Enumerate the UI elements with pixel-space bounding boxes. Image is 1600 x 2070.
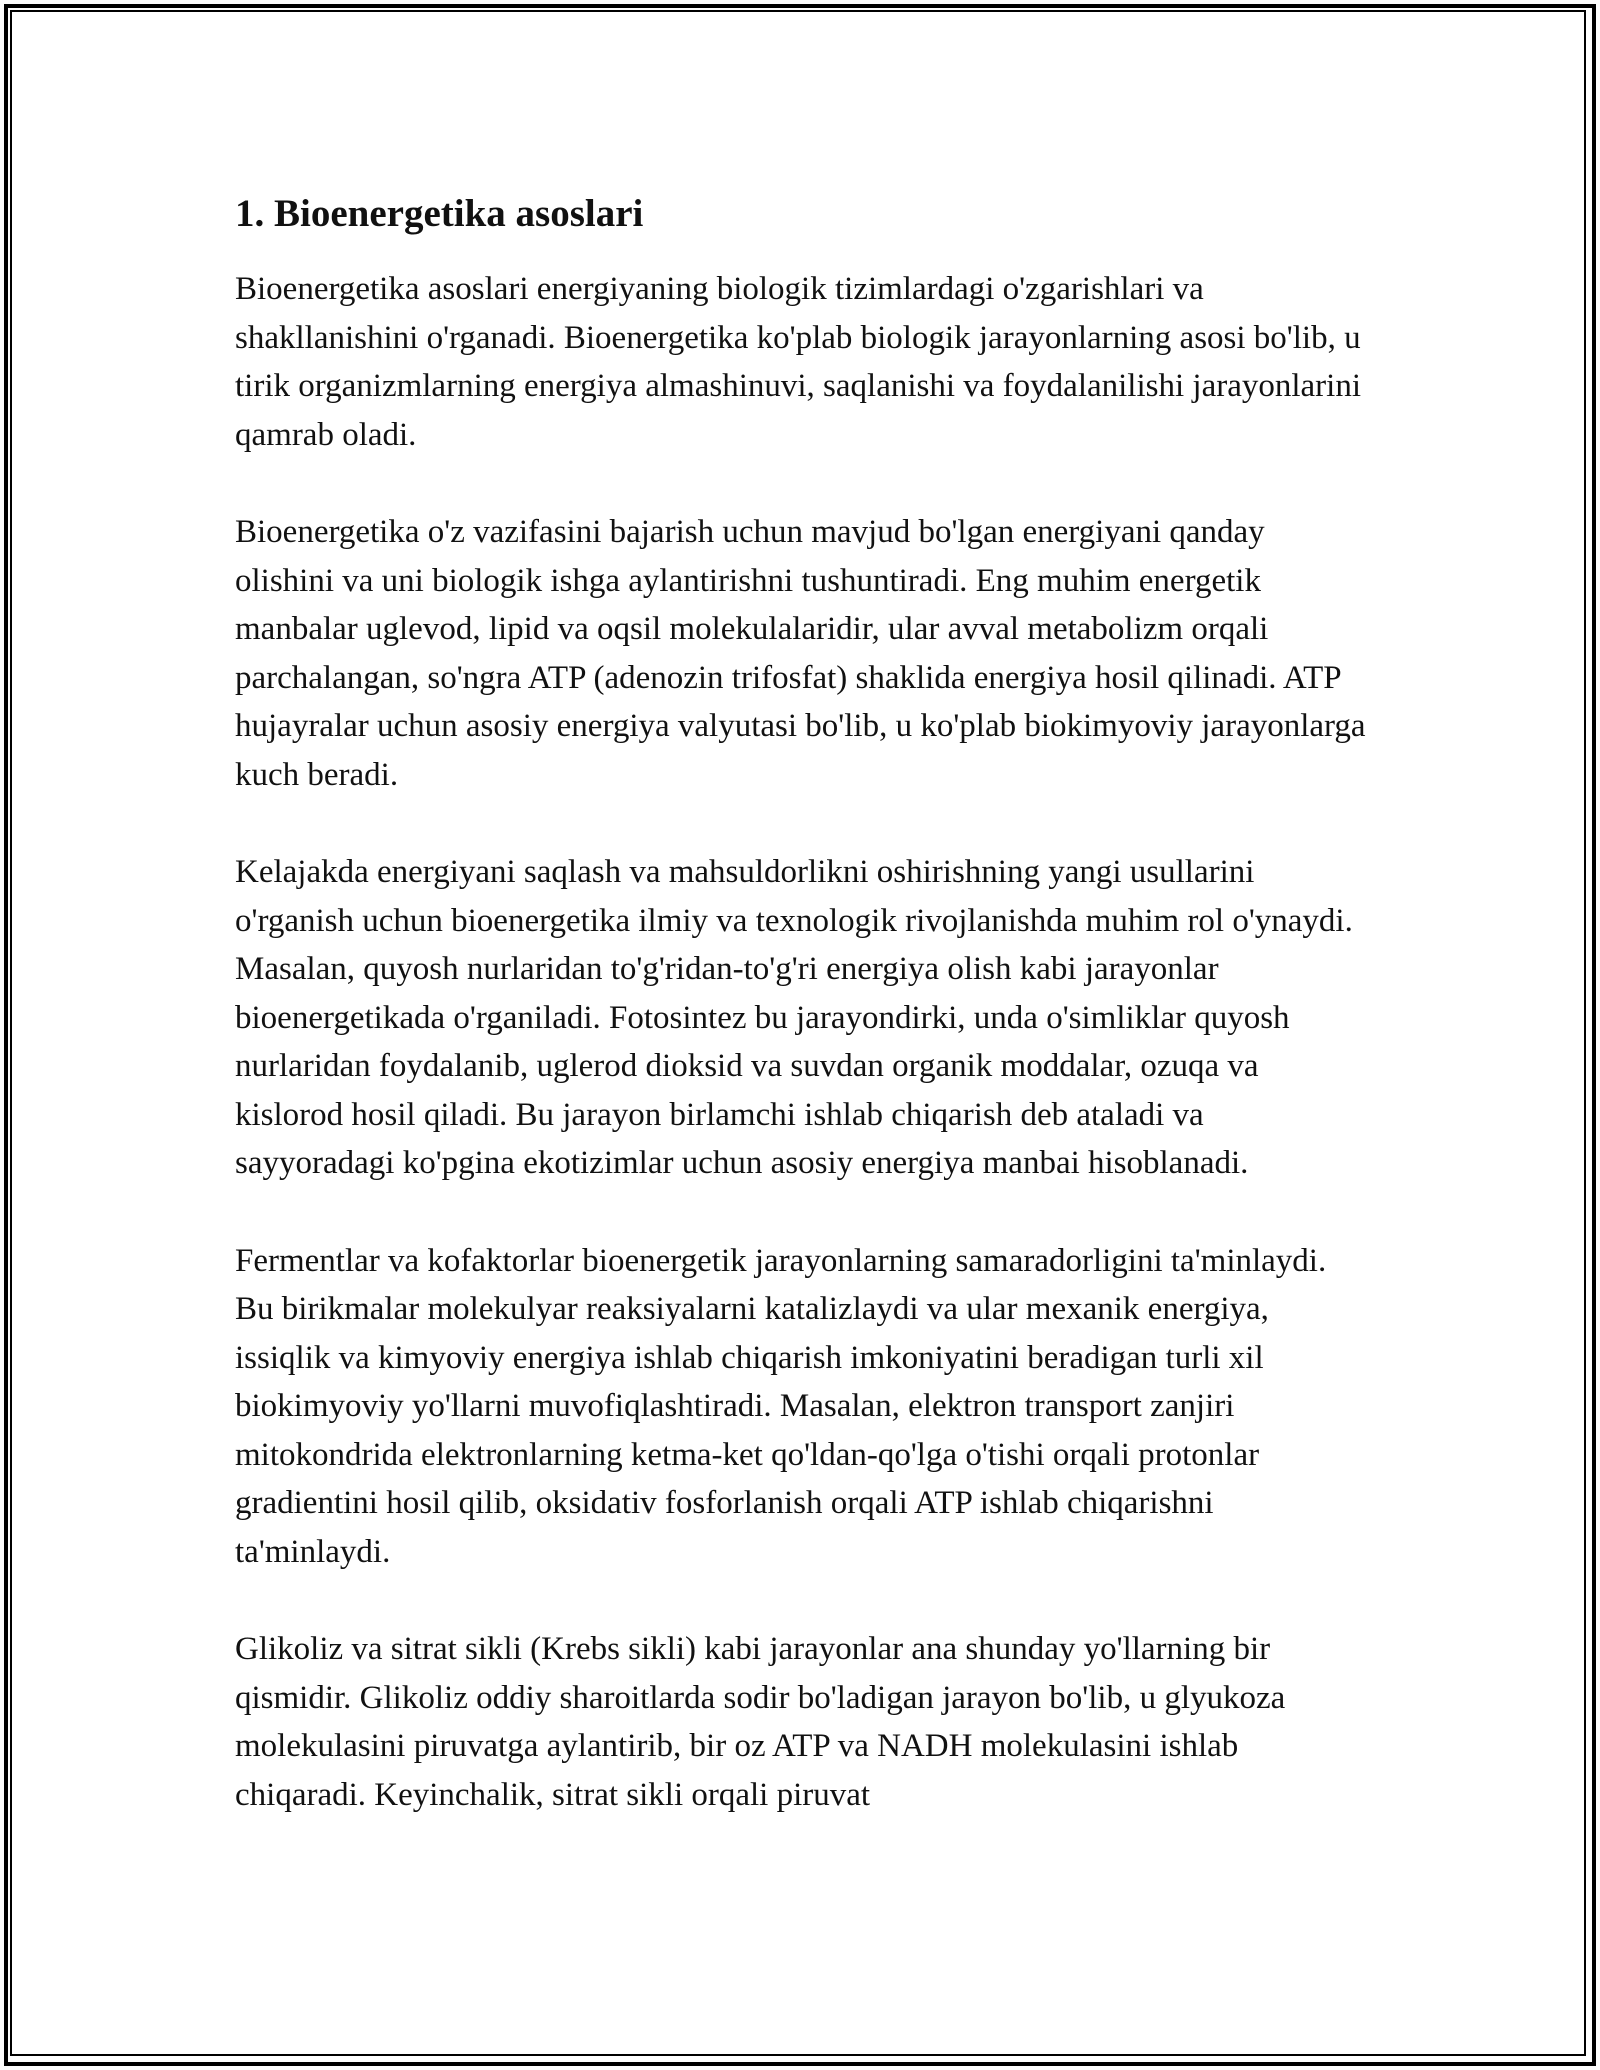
section-heading: 1. Bioenergetika asoslari <box>235 192 644 235</box>
document-body <box>235 185 1370 1868</box>
paragraph-4: Fermentlar va kofaktorlar bioenergetik jarayonlarning samaradorligini ta'minlaydi. Bu birikmalar molekulyar reaksiyalarni katalizlaydi va ular mexanik energiya, issiqlik va kimyoviy energiya ishlab chiqarish imkoniyatini beradigan turli xil biokimyoviy yo'llarni muvofiqlashtiradi. Masalan, elektron transport zanjiri mitokondrida elektronlarning ketma-ket qo'ldan-qo'lga o'tishi orqali protonlar gradientini hosil qilib, oksidativ fosforlanish orqali ATP ishlab chiqarishni ta'minlaydi. <box>235 1242 1327 1570</box>
paragraph-3: Kelajakda energiyani saqlash va mahsuldorlikni oshirishning yangi usullarini o'rganish uchun bioenergetika ilmiy va texnologik rivojlanishda muhim rol o'ynaydi. Masalan, quyosh nurlaridan to'g'ridan-to'g'ri energiya olish kabi jarayonlar bioenergetikada o'rganiladi. Fotosintez bu jarayondirki, unda o'simliklar quyosh nurlaridan foydalanib, uglerod dioksid va suvdan organik moddalar, ozuqa va kislorod hosil qiladi. Bu jarayon birlamchi ishlab chiqarish deb ataladi va sayyoradagi ko'pgina ekotizimlar uchun asosiy energiya manbai hisoblanadi. <box>235 854 1353 1181</box>
paragraph-5: Glikoliz va sitrat sikli (Krebs sikli) kabi jarayonlar ana shunday yo'llarning bir qismidir. Glikoliz oddiy sharoitlarda sodir bo'ladigan jarayon bo'lib, u glyukoza molekulasini piruvatga aylantirib, bir oz ATP va NADH molekulasini ishlab chiqaradi. Keyinchalik, sitrat sikli orqali piruvat <box>235 1631 1286 1813</box>
paragraph-2: Bioenergetika o'z vazifasini bajarish uchun mavjud bo'lgan energiyani qanday olishini va uni biologik ishga aylantirishni tushuntiradi. Eng muhim energetik manbalar uglevod, lipid va oqsil molekulalaridir, ular avval metabolizm orqali parchalangan, so'ngra ATP (adenozin trifosfat) shaklida energiya hosil qilinadi. ATP hujayralar uchun asosiy energiya valyutasi bo'lib, u ko'plab biokimyoviy jarayonlarga kuch beradi. <box>235 514 1366 793</box>
paragraph-1: Bioenergetika asoslari energiyaning biologik tizimlardagi o'zgarishlari va shakllanishini o'rganadi. Bioenergetika ko'plab biologik jarayonlarning asosi bo'lib, u tirik organizmlarning energiya almashinuvi, saqlanishi va foydalanilishi jarayonlarini qamrab oladi. <box>235 271 1361 453</box>
